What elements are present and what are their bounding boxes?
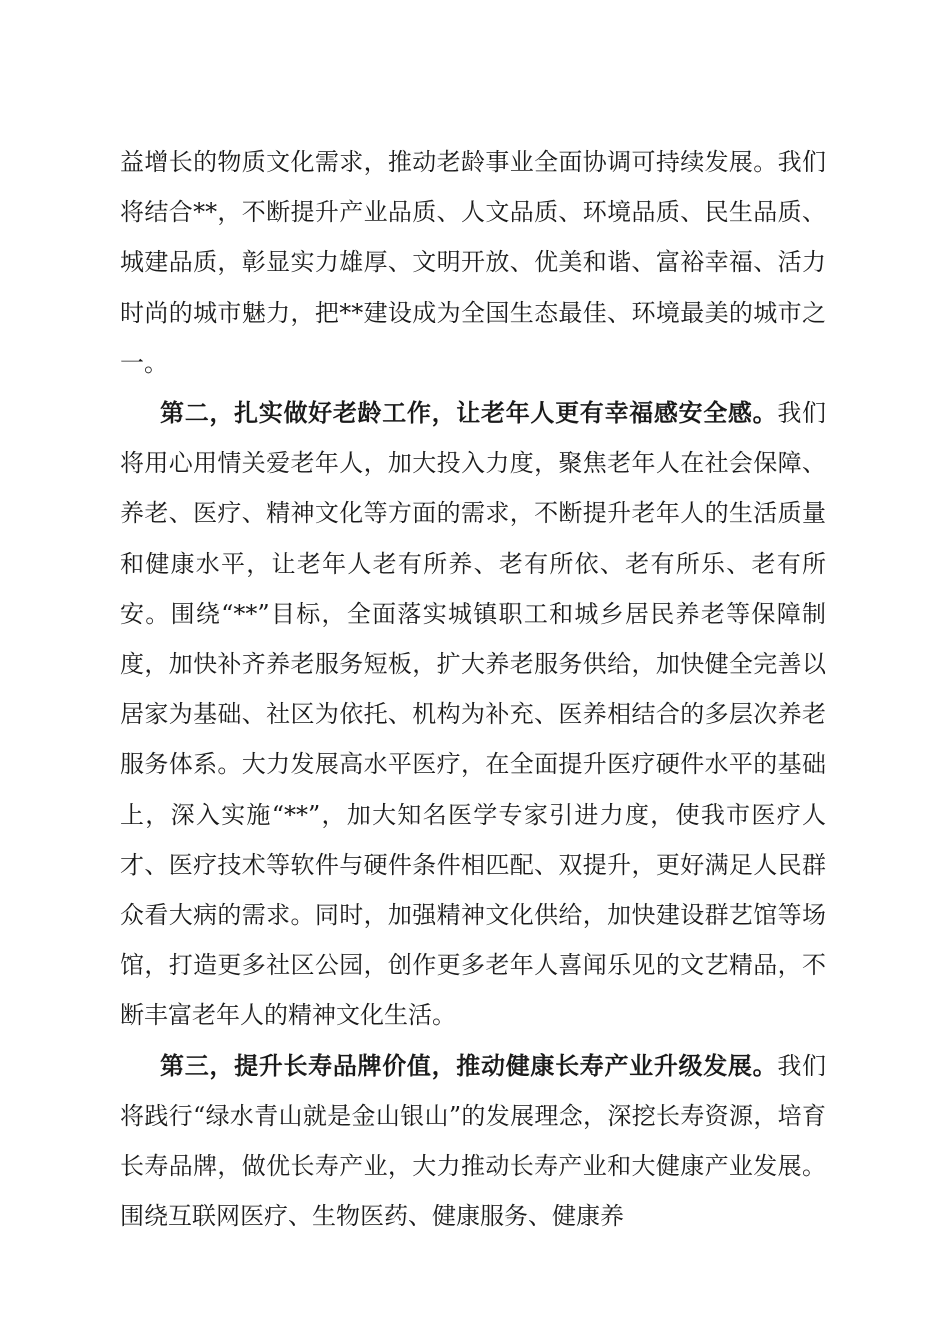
paragraph-text: 我们将践行“绿水青山就是金山银山”的发展理念，深挖长寿资源，培育长寿品牌，做优长寿产业，大力推动长寿产业和大健康产业发展。围绕互联网医疗、生物医药、健康服务、健康养 [120, 1051, 827, 1231]
paragraph-third-point [120, 1041, 826, 1242]
paragraph-continuation [120, 137, 826, 388]
paragraph-heading: 第三，提升长寿品牌价值，推动健康长寿产业升级发展。 [160, 1050, 778, 1080]
document-body [120, 137, 826, 1241]
paragraph-heading: 第二，扎实做好老龄工作，让老年人更有幸福感安全感。 [160, 398, 778, 428]
paragraph-text: 我们将用心用情关爱老年人，加大投入力度，聚焦老年人在社会保障、养老、医疗、精神文化等方面的需求，不断提升老年人的生活质量和健康水平，让老年人老有所养、老有所依、老有所乐、老有所安。围绕“**”目标，全面落实城镇职工和城乡居民养老等保障制度，加快补齐养老服务短板，扩大养老服务供给，加快健全完善以居家为基础、社区为依托、机构为补充、医养相结合的多层次养老服务体系。大力发展高水平医疗，在全面提升医疗硬件水平的基础上，深入实施“**”，加大知名医学专家引进力度，使我市医疗人才、医疗技术等软件与硬件条件相匹配、双提升，更好满足人民群众看大病的需求。同时，加强精神文化供给，加快建设群艺馆等场馆，打造更多社区公园，创作更多老年人喜闻乐见的文艺精品，不断丰富老年人的精神文化生活。 [120, 399, 827, 1030]
paragraph-text: 益增长的物质文化需求，推动老龄事业全面协调可持续发展。我们将结合**，不断提升产业品质、人文品质、环境品质、民生品质、城建品质，彰显实力雄厚、文明开放、优美和谐、富裕幸福、活力时尚的城市魅力，把**建设成为全国生态最佳、环境最美的城市之一。 [120, 148, 826, 377]
paragraph-second-point [120, 388, 826, 1041]
